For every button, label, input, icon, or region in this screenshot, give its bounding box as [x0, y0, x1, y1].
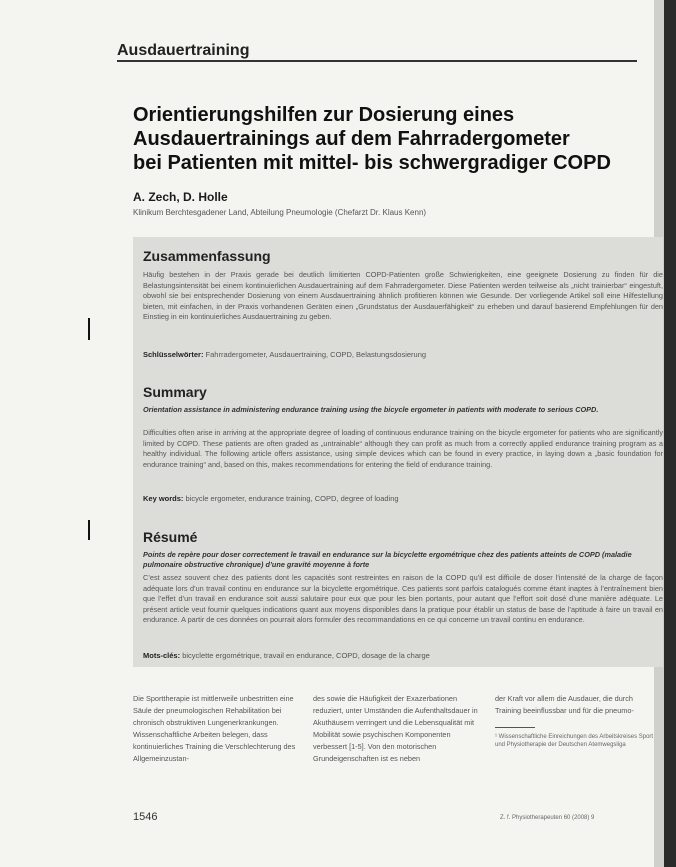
summary-heading: Summary	[143, 384, 207, 400]
scan-mark	[88, 520, 90, 540]
zusammenfassung-heading: Zusammenfassung	[143, 248, 271, 264]
section-rule	[117, 60, 637, 62]
section-tag: Ausdauertraining	[117, 42, 250, 59]
journal-reference: Z. f. Physiotherapeuten 60 (2008) 9	[500, 815, 595, 821]
resume-text: C’est assez souvent chez des patients dont les capacités sont restreintes en raison de la COPD qu’il est difficile de doser l’intensité de la charge de façon adéquate lors d’un travail continu en endurance sur la bicyclette ergométrique. Ces patients sont parfois catalogués comme étant inaptes à l’entraînement bien que l’effet d’un travail en endurance soit aussi salutaire pour eux que pour les bien portants, pour autant que l’effort soit dosé d’une manière adéquate. Le présent article veut fournir quelques indications quant aux moyens disponibles dans la pratique pour établir un status de base de l’aptitude à faire un travail en endurance. A partir de ces données on pourrait alors formuler des recommandations en ce qui concerne un travail continu en endurance.	[143, 573, 663, 624]
body-column-3: der Kraft vor allem die Ausdauer, die durch Training beeinflussbar und für die pneumo-	[495, 694, 634, 715]
scanner-edge	[664, 0, 676, 867]
resume-subtitle: Points de repère pour doser correctement le travail en endurance sur la bicyclette ergométrique chez des patients atteints de COPD (maladie pulmonaire obstructive chronique) d’une gravité moyenne à forte	[143, 550, 632, 569]
keywords-value: Fahrradergometer, Ausdauertraining, COPD, Belastungsdosierung	[205, 350, 427, 359]
keywords-label: Mots-clés:	[143, 651, 181, 660]
body-column-1: Die Sporttherapie ist mittlerweile unbestritten eine Säule der pneumologischen Rehabilitation bei chronisch obstruktiven Lungenerkrankungen. Wissenschaftliche Arbeiten belegen, dass kontinuierliches Training die Verschlechterung des Allgemeinzustan-	[133, 694, 296, 763]
affiliation: Klinikum Berchtesgadener Land, Abteilung Pneumologie (Chefarzt Dr. Klaus Kenn)	[133, 208, 427, 217]
keywords-value: bicycle ergometer, endurance training, COPD, degree of loading	[185, 494, 399, 503]
footnote-rule	[495, 727, 535, 728]
authors: A. Zech, D. Holle	[133, 190, 228, 204]
resume-keywords	[143, 651, 663, 660]
body-column-2: des sowie die Häufigkeit der Exazerbationen reduziert, unter Umständen die Aufenthaltsdauer in Akuthäusern verringert und die Lebensqualität mit Mobilität sowie psychischen Komponenten verbessert [1-5]. Von den motorischen Grundeigenschaften ist es neben	[313, 694, 478, 763]
summary-text: Difficulties often arise in arriving at the appropriate degree of loading of continuous endurance training on the bicycle ergometer for patients who are significantly limited by COPD. These patients are often graded as „untrainable“ although they can profit as much from a correctly applied endurance training program as a healthy individual. The following article offers assistance, using simple devices which can be found in every practice, in laying down a „basic foundation for endurance training“ and, based on this, makes recommendations for entering the field of endurance training.	[143, 428, 663, 469]
keywords-label: Schlüsselwörter:	[143, 350, 204, 359]
page-number: 1546	[133, 811, 158, 823]
summary-subtitle: Orientation assistance in administering endurance training using the bicycle ergometer in patients with moderate to serious COPD.	[143, 405, 599, 414]
article-title	[133, 103, 653, 175]
zusammenfassung-keywords	[143, 350, 663, 359]
keywords-value: bicyclette ergométrique, travail en endurance, COPD, dosage de la charge	[182, 651, 430, 660]
title-line: bei Patienten mit mittel- bis schwergradiger COPD	[133, 152, 611, 174]
footnote: ¹ Wissenschaftliche Einreichungen des Arbeitskreises Sport und Physiotherapie der Deutschen Atemwegsliga	[495, 734, 654, 748]
summary-keywords	[143, 494, 663, 503]
keywords-label: Key words:	[143, 494, 184, 503]
title-line: Orientierungshilfen zur Dosierung eines	[133, 104, 515, 126]
title-line: Ausdauertrainings auf dem Fahrradergometer	[133, 128, 570, 150]
zusammenfassung-text: Häufig bestehen in der Praxis gerade bei deutlich limitierten COPD-Patienten große Schwierigkeiten, eine geeignete Dosierung zu finden für die Belastungsintensität bei einem kontinuierlichen Ausdauertraining auf dem Fahrradergometer. Diese Patienten werden teilweise als „nicht trainierbar“ eingestuft, obwohl sie bei entsprechender Dosierung von einem Ausdauertraining ähnlich profitieren können wie Gesunde. Der vorliegende Artikel soll eine Hilfestellung bieten, mit einfachen, in der Praxis vorhandenen Geräten einen „Grundstatus der Ausdauerfähigkeit“ zu erheben und darauf basierend Empfehlungen für den Einstieg in ein kontinuierliches Ausdauertraining zu geben.	[143, 270, 663, 321]
resume-heading: Résumé	[143, 529, 198, 545]
scan-mark	[88, 318, 90, 340]
